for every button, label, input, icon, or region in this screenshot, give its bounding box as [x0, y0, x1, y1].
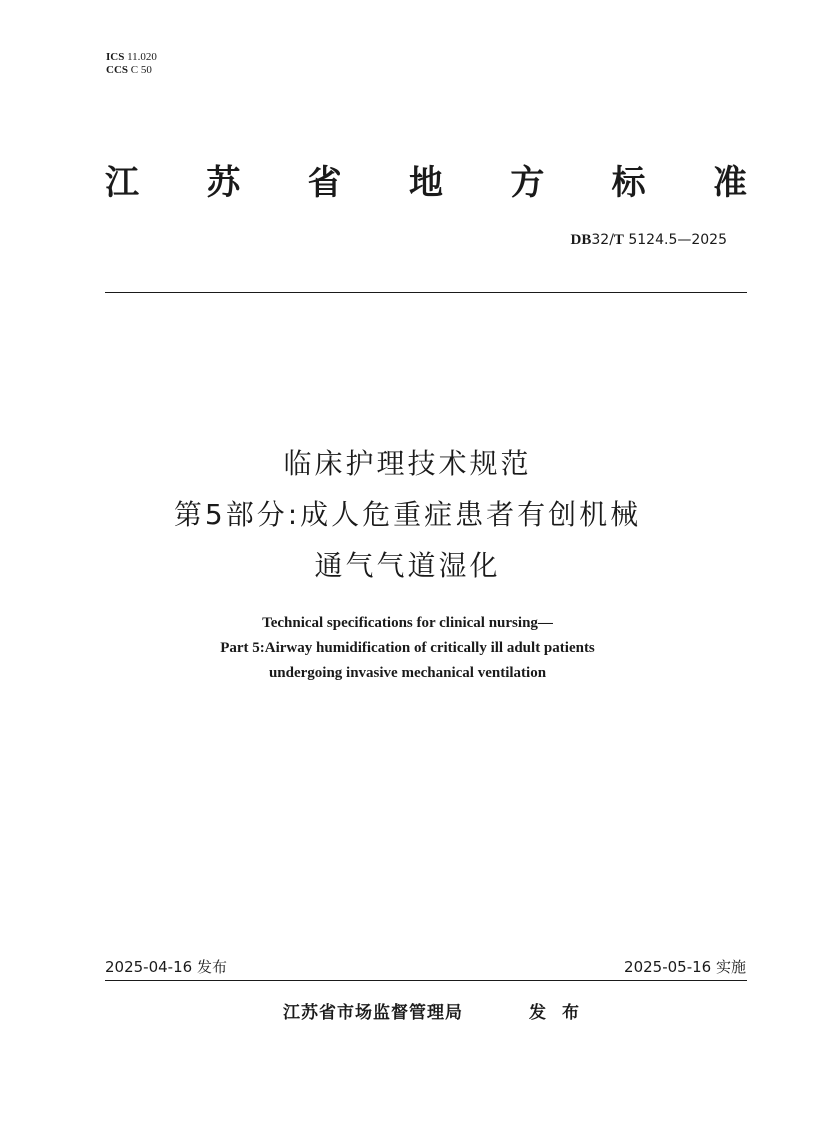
title-char: 方 [510, 163, 545, 203]
standard-number-mid: 32/ [591, 232, 614, 248]
english-title-line: Part 5:Airway humidification of critically ill adult patients [220, 640, 595, 656]
ics-code [106, 51, 157, 64]
classification-codes [106, 51, 157, 77]
ccs-label: CCS [106, 64, 129, 76]
bottom-divider [105, 980, 747, 981]
publish-label: 发布 [529, 1003, 595, 1023]
publisher-name: 江苏省市场监督管理局 [283, 1003, 463, 1023]
chinese-title-line: 临床护理技术规范 [283, 447, 532, 480]
top-divider [105, 292, 747, 293]
standard-number-t: T [613, 232, 624, 248]
publish-date: 2025-04-16 发布 [105, 958, 227, 976]
ccs-code [106, 64, 157, 77]
chinese-title [0, 438, 815, 591]
english-title-line: undergoing invasive mechanical ventilation [268, 665, 547, 681]
title-char: 省 [307, 163, 342, 203]
ccs-value: C 50 [130, 64, 152, 76]
standard-type-title [105, 158, 747, 208]
chinese-title-line: 第5部分:成人危重症患者有创机械 [173, 498, 642, 531]
english-title-line: Technical specifications for clinical nursing— [262, 615, 553, 631]
chinese-title-line: 通气气道湿化 [314, 549, 501, 582]
english-title [0, 611, 815, 686]
ics-label: ICS [106, 51, 125, 63]
title-char: 标 [611, 163, 646, 203]
standard-number-rest: 5124.5—2025 [623, 232, 727, 248]
title-char: 苏 [206, 163, 241, 203]
title-char: 准 [712, 163, 747, 203]
title-char: 地 [408, 163, 443, 203]
standard-prefix: DB [570, 232, 592, 248]
standard-number [571, 231, 727, 249]
title-char: 江 [105, 163, 139, 203]
implement-date: 2025-05-16 实施 [624, 958, 746, 976]
ics-value: 11.020 [127, 51, 157, 63]
